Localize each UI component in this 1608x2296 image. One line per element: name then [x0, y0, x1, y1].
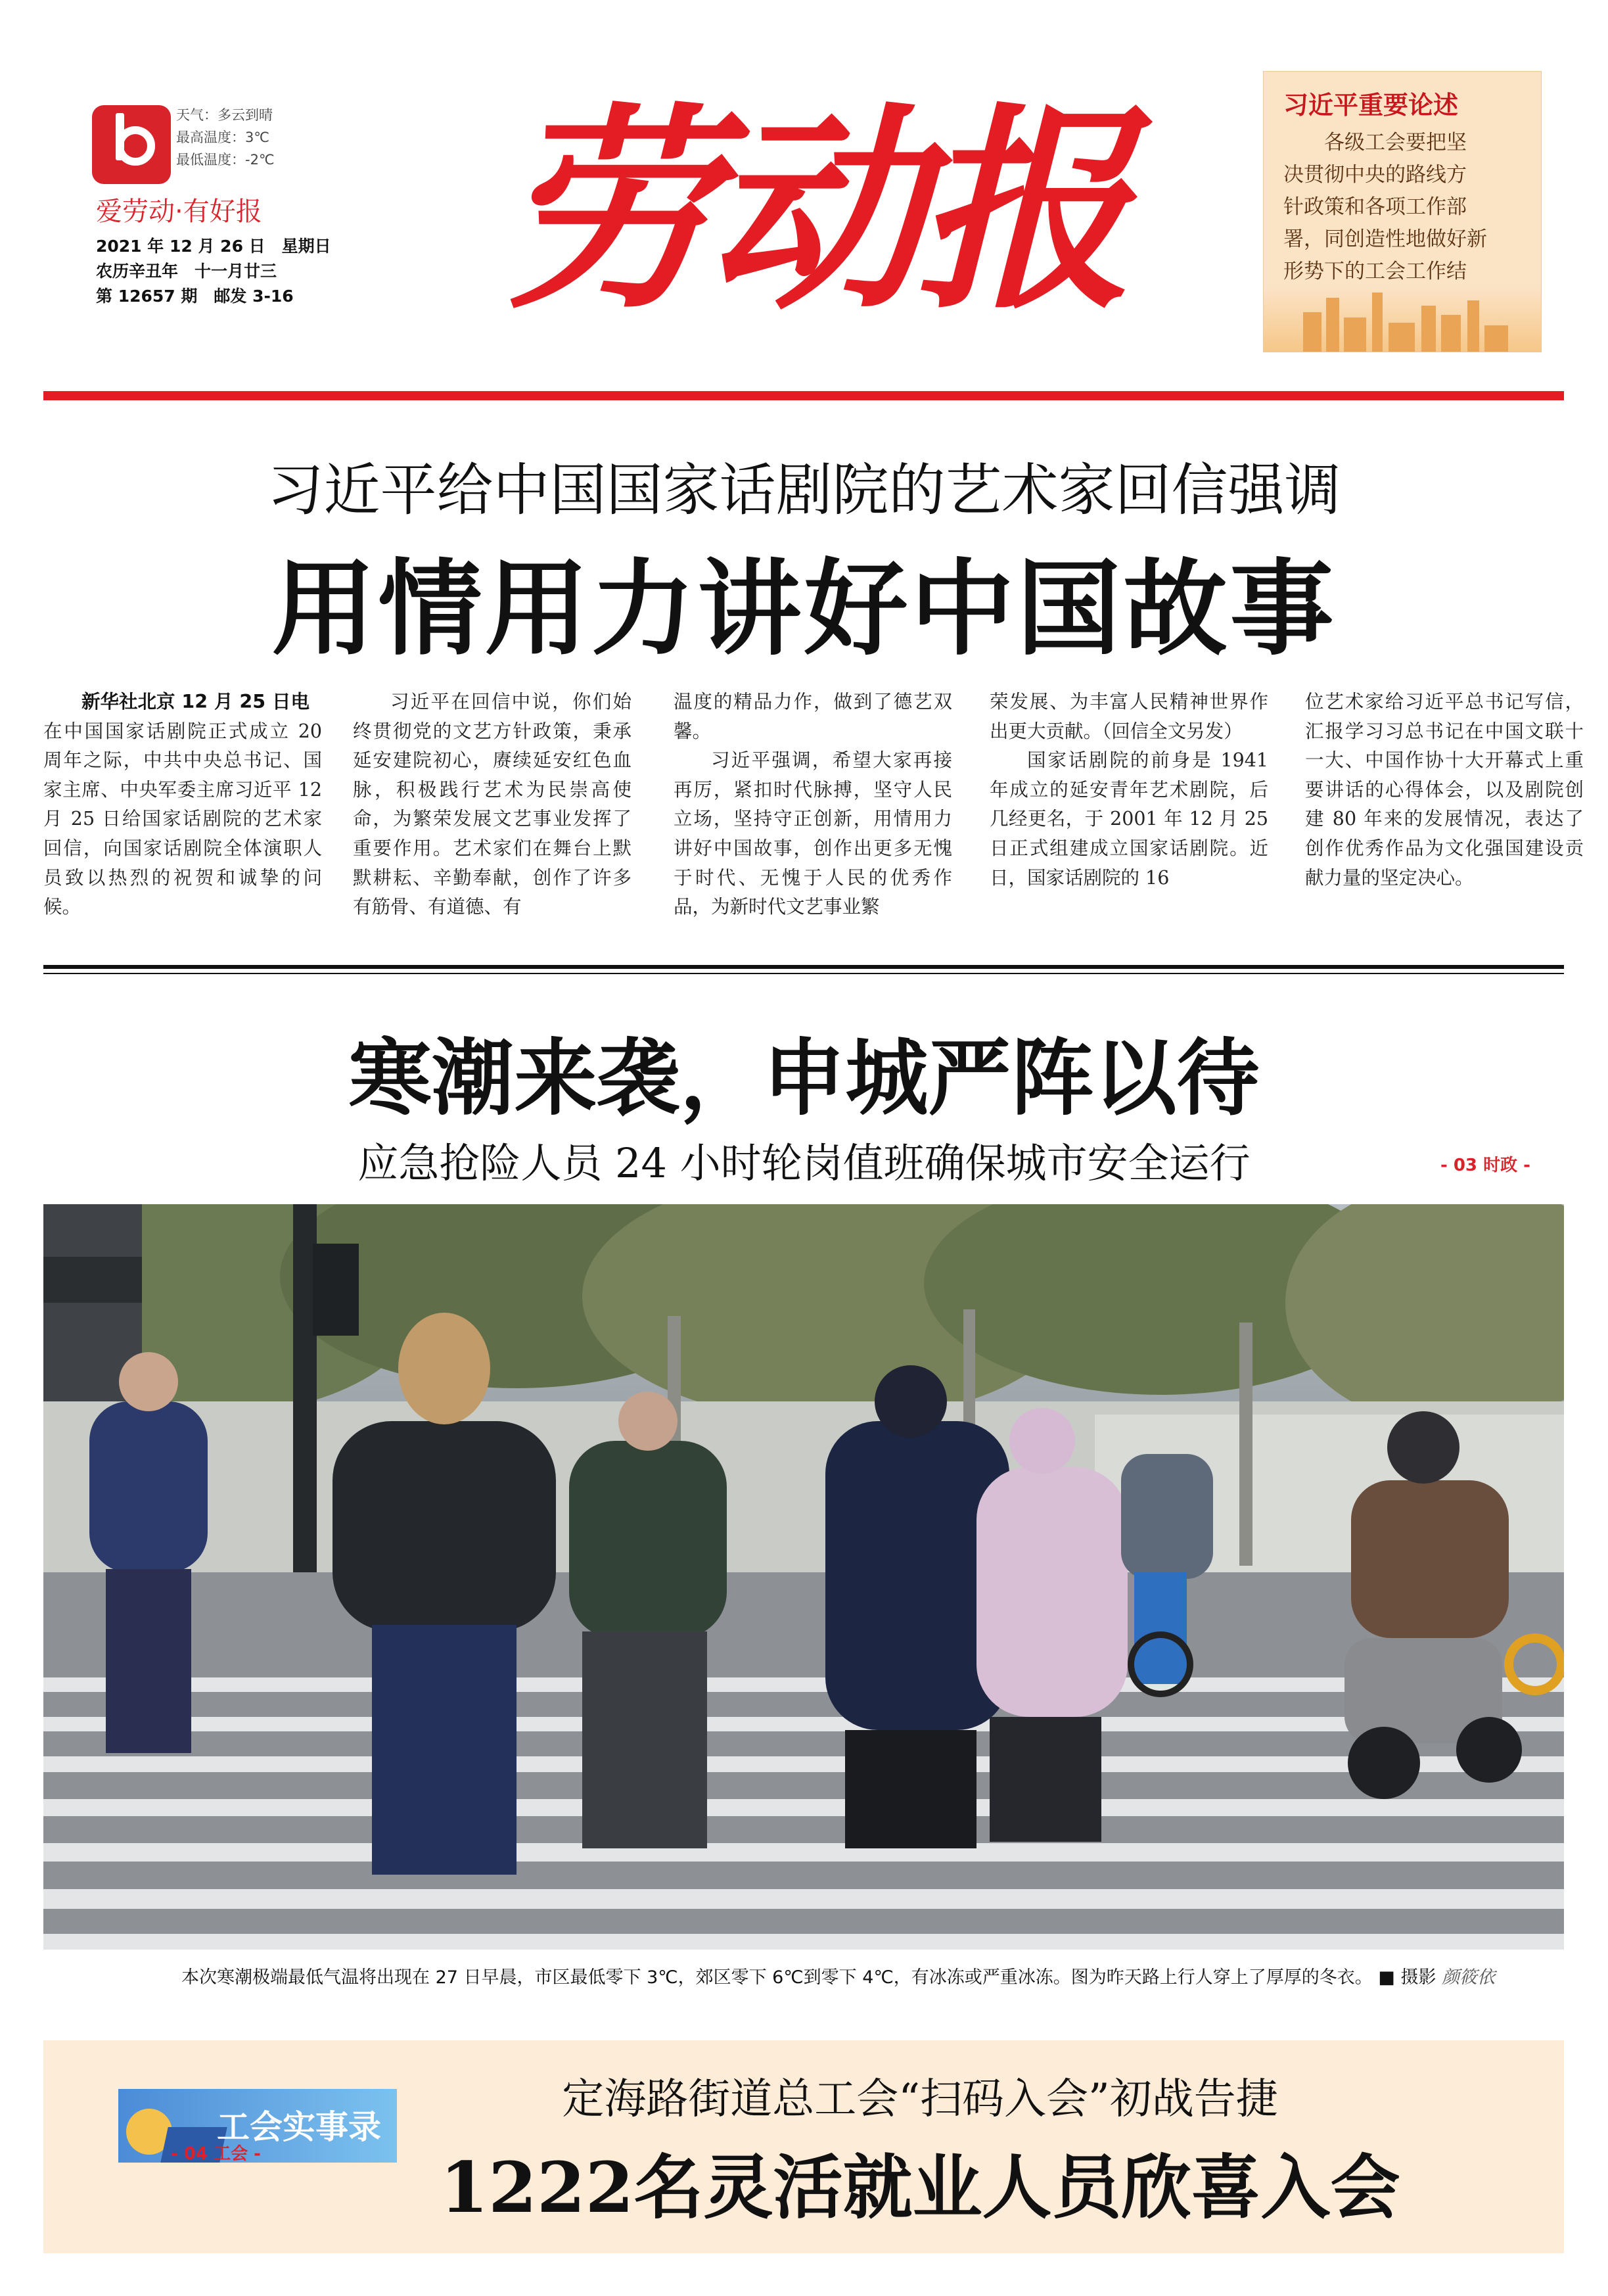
issue-info [96, 234, 331, 309]
promo-box[interactable] [1263, 71, 1542, 352]
masthead-rule [43, 391, 1564, 400]
article-paragraph: 温度的精品力作，做到了德艺双馨。 [674, 691, 952, 742]
promo-line: 形势下的工会工作结 [1283, 260, 1467, 283]
lead-kicker: 习近平给中国国家话剧院的艺术家回信强调 [267, 457, 1341, 523]
caption-text: 本次寒潮极端最低气温将出现在 27 日早晨，市区最低零下 3℃，郊区零下 6℃到零下 4℃，有冰冻或严重冰冻。图为昨天路上行人穿上了厚厚的冬衣。 [181, 1967, 1373, 1988]
lead-headline[interactable]: 用情用力讲好中国故事 [271, 548, 1337, 670]
issue-date: 2021 年 12 月 26 日 星期日 [96, 237, 331, 256]
promo-title: 习近平重要论述 [1283, 91, 1459, 120]
promo-line: 各级工会要把坚 [1324, 131, 1467, 154]
logo-ring [116, 126, 155, 166]
column-badge-label: 工会实事录 [217, 2107, 381, 2146]
lunar-date: 农历辛丑年 十一月廿三 [96, 262, 277, 281]
story-subheadline: 应急抢险人员 24 小时轮岗值班确保城市安全运行 [357, 1139, 1251, 1187]
skyline-illustration [1264, 287, 1541, 352]
page-reference[interactable]: - 04 工会 - [171, 2144, 261, 2164]
article-column-4 [990, 688, 1268, 893]
weather-low: 最低温度：-2℃ [176, 152, 275, 168]
story-headline[interactable]: 寒潮来袭，申城严阵以待 [348, 1029, 1260, 1127]
article-column-3 [674, 688, 952, 922]
photographer-credit: 颜筱依 [1442, 1967, 1496, 1988]
article-paragraph: 习近平在回信中说，你们始终贯彻党的文艺方针政策，秉承延安建院初心，赓续延安红色血脉，积极践行艺术为民崇高使命，为繁荣发展文艺事业发挥了重要作用。艺术家们在舞台上默默耕耘、辛勤奉献，创作了许多有筋骨、有道德、有 [353, 691, 632, 918]
promo-line: 针政策和各项工作部 [1283, 195, 1467, 219]
page-reference[interactable]: - 03 时政 - [1440, 1156, 1530, 1175]
newspaper-title: 劳动报 [500, 83, 1123, 338]
article-paragraph: 习近平强调，希望大家再接再厉，紧扣时代脉搏，坚守人民立场，坚持守正创新，用情用力讲好中国故事，创作出更多无愧于时代、无愧于人民的优秀作品，为新时代文艺事业繁 [674, 749, 952, 918]
promo-line: 决贯彻中央的路线方 [1283, 163, 1467, 187]
slogan: 爱劳动·有好报 [96, 197, 262, 227]
caption-mark: ■ 摄影 [1378, 1967, 1436, 1988]
article-column-5 [1305, 688, 1584, 893]
news-photo [43, 1204, 1564, 1950]
issue-number: 第 12657 期 邮发 3-16 [96, 287, 294, 306]
photo-caption [181, 1963, 1561, 1988]
weather-condition: 天气：多云到晴 [176, 107, 273, 123]
article-column-1 [43, 688, 322, 922]
article-column-2 [353, 688, 632, 922]
article-paragraph: 荣发展、为丰富人民精神世界作出更大贡献。（回信全文另发） [990, 691, 1268, 742]
article-paragraph: 在中国国家话剧院正式成立 20 周年之际，中共中央总书记、国家主席、中央军委主席习近平 12 月 25 日给国家话剧院的艺术家回信，向国家话剧院全体演职人员致以热烈的祝贺和诚挚的问候。 [43, 720, 322, 918]
feature-headline[interactable]: 1222名灵活就业人员欣喜入会 [440, 2146, 1400, 2228]
article-paragraph: 位艺术家给习近平总书记写信，汇报学习习总书记在中国文联十一大、中国作协十大开幕式上重要讲话的心得体会，以及剧院创建 80 年来的发展情况，表达了创作优秀作品为文化强国建设贡献力量的坚定决心。 [1305, 691, 1584, 889]
section-divider [43, 965, 1564, 974]
article-dateline: 新华社北京 12 月 25 日电 [81, 691, 310, 713]
article-paragraph: 国家话剧院的前身是 1941 年成立的延安青年艺术剧院，后几经更名，于 2001 年 12 月 25 日正式组建成立国家话剧院。近日，国家话剧院的 16 [990, 749, 1268, 889]
promo-line: 署，同创造性地做好新 [1283, 227, 1487, 251]
feature-kicker: 定海路街道总工会“扫码入会”初战告捷 [562, 2075, 1278, 2124]
weather-box [176, 104, 275, 171]
weather-high: 最高温度：3℃ [176, 129, 269, 145]
